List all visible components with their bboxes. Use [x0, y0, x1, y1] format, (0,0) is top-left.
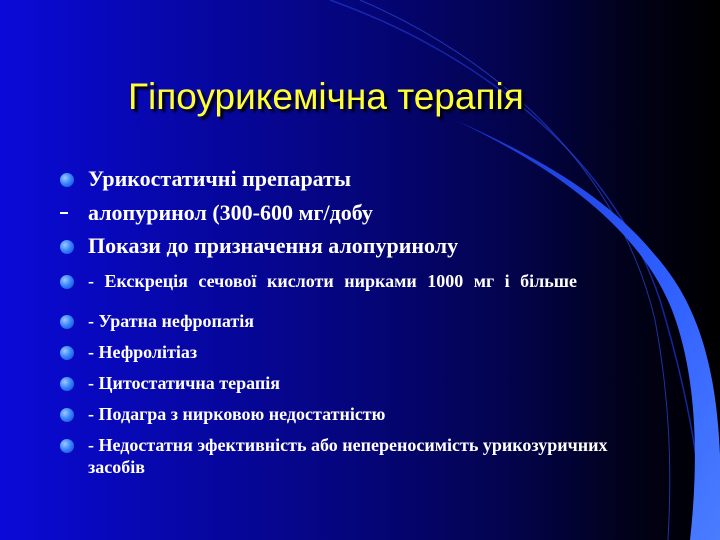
list-item — [58, 310, 666, 332]
sphere-bullet-icon — [60, 439, 74, 453]
list-item-text: - Подагра з нирковою недостатністю — [88, 404, 386, 424]
list-item-text: Покази до призначення алопуринолу — [88, 233, 459, 258]
list-item-text: - Недостатня эфективність або непереносимість урикозуричних засобів — [88, 435, 608, 477]
list-item-text: Урикостатичні препараты — [88, 166, 352, 191]
list-item-text: - Уратна нефропатія — [88, 311, 255, 331]
sphere-bullet-icon — [60, 315, 74, 329]
list-item — [58, 434, 666, 478]
sphere-bullet-icon — [60, 240, 74, 254]
list-item — [58, 403, 666, 425]
list-item — [58, 166, 666, 192]
list-item — [58, 341, 666, 363]
sphere-bullet-icon — [60, 173, 74, 187]
bullet-list — [58, 166, 666, 478]
list-item-text: - Нефролітіаз — [88, 342, 198, 362]
list-item-text: - Екскреція сечової кислоти нирками 1000 мг і більше — [88, 271, 577, 291]
list-item — [58, 233, 666, 259]
sphere-bullet-icon — [60, 408, 74, 422]
dash-bullet-icon — [60, 212, 68, 214]
sphere-bullet-icon — [60, 377, 74, 391]
sphere-bullet-icon — [60, 346, 74, 360]
list-item — [58, 200, 666, 226]
list-item-text: - Цитостатична терапія — [88, 373, 281, 393]
sphere-bullet-icon — [60, 275, 74, 289]
list-item — [58, 372, 666, 394]
list-item — [58, 270, 666, 292]
slide-title: Гіпоурикемічна терапія — [128, 76, 524, 117]
list-item-text: алопуринол (300-600 мг/добу — [88, 200, 373, 225]
